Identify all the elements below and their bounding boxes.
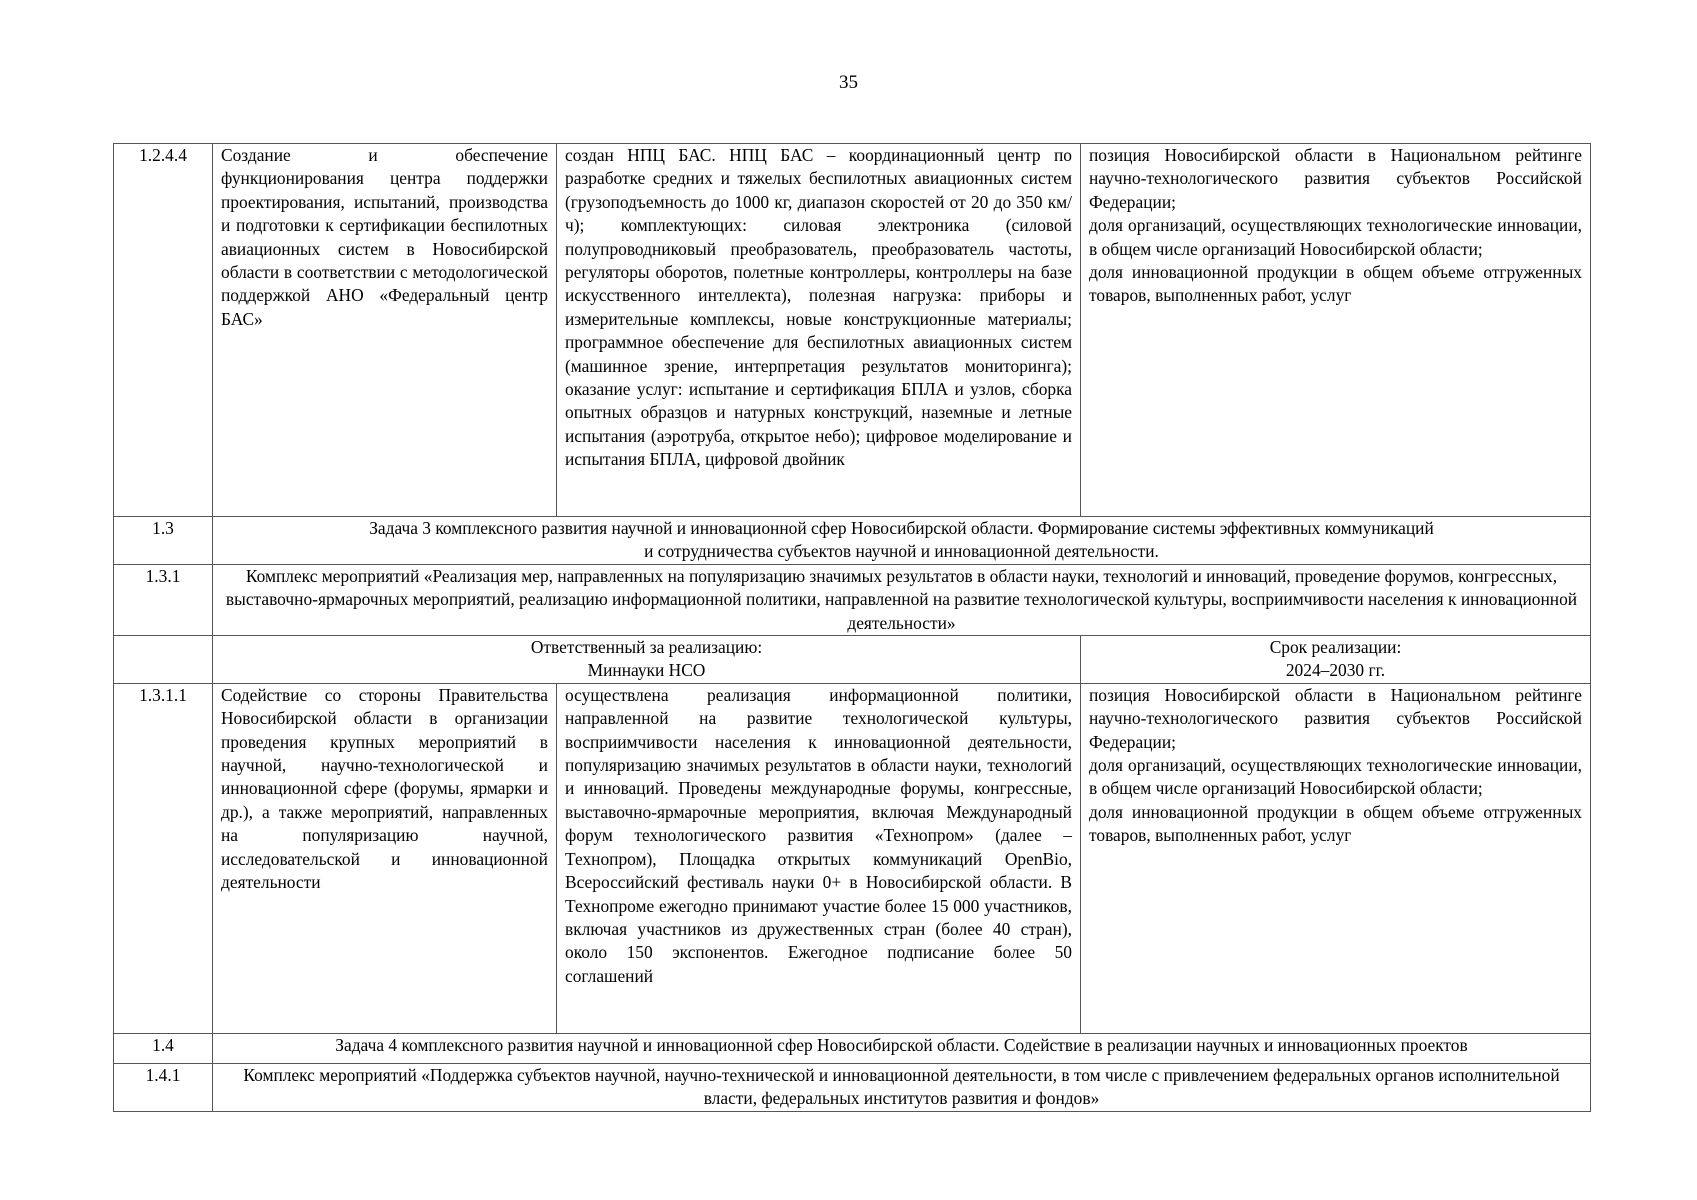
table-row-1-4 <box>114 1033 1591 1063</box>
measures-table <box>113 143 1591 1112</box>
responsible-label: Ответственный за реализацию: <box>530 637 763 658</box>
row-number: 1.4 <box>114 1033 213 1063</box>
row-number: 1.3.1.1 <box>114 683 213 1033</box>
row-number: 1.4.1 <box>114 1063 213 1111</box>
table-row-1-3-1 <box>114 564 1591 635</box>
row-number: 1.2.4.4 <box>114 144 213 517</box>
measure-name: Содействие со стороны Правительства Новосибирской области в организации проведения крупных мероприятий в научной, научно-технологической и инновационной сфере (форумы, ярмарки и др.), а также мероприятий, направленных на популяризацию научной, исследовательской и инновационной деятельности <box>213 683 557 1033</box>
indicator-item: доля организаций, осуществляющих технологические инновации, в общем числе организаций Новосибирской области; <box>1089 215 1582 259</box>
table-row-1-3-1-1 <box>114 683 1591 1033</box>
indicator-item: доля инновационной продукции в общем объеме отгруженных товаров, выполненных работ, услуг <box>1089 262 1582 306</box>
table-row-1-3 <box>114 517 1591 565</box>
task-heading-line: Задача 3 комплексного развития научной и инновационной сфер Новосибирской области. Формирование системы эффективных коммуникаций <box>369 518 1434 538</box>
row-number: 1.3.1 <box>114 564 213 635</box>
measure-result: осуществлена реализация информационной политики, направленной на развитие технологической культуры, восприимчивости населения к инновационной деятельности, популяризацию значимых результатов в области науки, технологий и инноваций. Проведены международные форумы, конгрессные, выставочно-ярмарочные мероприятия, включая Международный форум технологического развития «Технопром» (далее – Технопром), Площадка открытых коммуникаций OpenBio, Всероссийский фестиваль науки 0+ в Новосибирской области. В Технопроме ежегодно принимают участие более 15 000 участников, включая участников из дружественных стран (более 40 стран), около 150 экспонентов. Ежегодное подписание более 50 соглашений <box>557 683 1081 1033</box>
measures-complex-title: Комплекс мероприятий «Реализация мер, направленных на популяризацию значимых результатов в области науки, технологий и инноваций, проведение форумов, конгрессных, выставочно-ярмарочных мероприятий, реализацию информационной политики, направленной на развитие технологической культуры, восприимчивости населения к инновационной деятельности» <box>213 564 1591 635</box>
empty-cell <box>114 636 213 684</box>
table-row-1-4-1 <box>114 1063 1591 1111</box>
table-row-1-2-4-4 <box>114 144 1591 517</box>
measure-result: создан НПЦ БАС. НПЦ БАС – координационный центр по разработке средних и тяжелых беспилотных авиационных систем (грузоподъемность до 1000 кг, диапазон скоростей от 20 до 350 км/ч); комплектующих: силовая электроника (силовой полупроводниковый преобразователь, преобразователь частоты, регуляторы оборотов, полетные контроллеры, контроллеры на базе искусственного интеллекта), полезная нагрузка: приборы и измерительные комплексы, новые конструкционные материалы; программное обеспечение для беспилотных авиационных систем (машинное зрение, интерпретация результатов мониторинга); оказание услуг: испытание и сертификация БПЛА и узлов, сборка опытных образцов и натурных конструкций, наземные и летные испытания (аэротруба, открытое небо); цифровое моделирование и испытания БПЛА, цифровой двойник <box>557 144 1081 517</box>
indicator-item: позиция Новосибирской области в Национальном рейтинге научно-технологического развития субъектов Российской Федерации; <box>1089 145 1582 212</box>
measure-indicators <box>1081 683 1591 1033</box>
measure-indicators <box>1081 144 1591 517</box>
indicator-item: позиция Новосибирской области в Национальном рейтинге научно-технологического развития субъектов Российской Федерации; <box>1089 684 1582 752</box>
responsible-cell <box>213 636 1081 684</box>
measure-name: Создание и обеспечение функционирования центра поддержки проектирования, испытаний, производства и подготовки к сертификации беспилотных авиационных систем в Новосибирской области в соответствии с методологической поддержкой АНО «Федеральный центр БАС» <box>213 144 557 517</box>
task-heading-line: и сотрудничества субъектов научной и инновационной деятельности. <box>644 541 1159 562</box>
measures-complex-title: Комплекс мероприятий «Поддержка субъектов научной, научно-технической и инновационной деятельности, в том числе с привлечением федеральных органов исполнительной власти, федеральных институтов развития и фондов» <box>213 1063 1591 1111</box>
term-label: Срок реализации: <box>1269 637 1402 658</box>
task-heading <box>213 517 1591 565</box>
term-cell <box>1081 636 1591 684</box>
page-number: 35 <box>839 72 858 93</box>
row-number: 1.3 <box>114 517 213 565</box>
term-value: 2024–2030 гг. <box>1285 660 1386 681</box>
indicator-item: доля организаций, осуществляющих технологические инновации, в общем числе организаций Новосибирской области; <box>1089 755 1582 799</box>
table-row-responsible <box>114 636 1591 684</box>
task-heading: Задача 4 комплексного развития научной и инновационной сфер Новосибирской области. Содействие в реализации научных и инновационных проектов <box>213 1033 1591 1063</box>
indicator-item: доля инновационной продукции в общем объеме отгруженных товаров, выполненных работ, услуг <box>1089 801 1582 846</box>
responsible-value: Миннауки НСО <box>587 660 706 681</box>
